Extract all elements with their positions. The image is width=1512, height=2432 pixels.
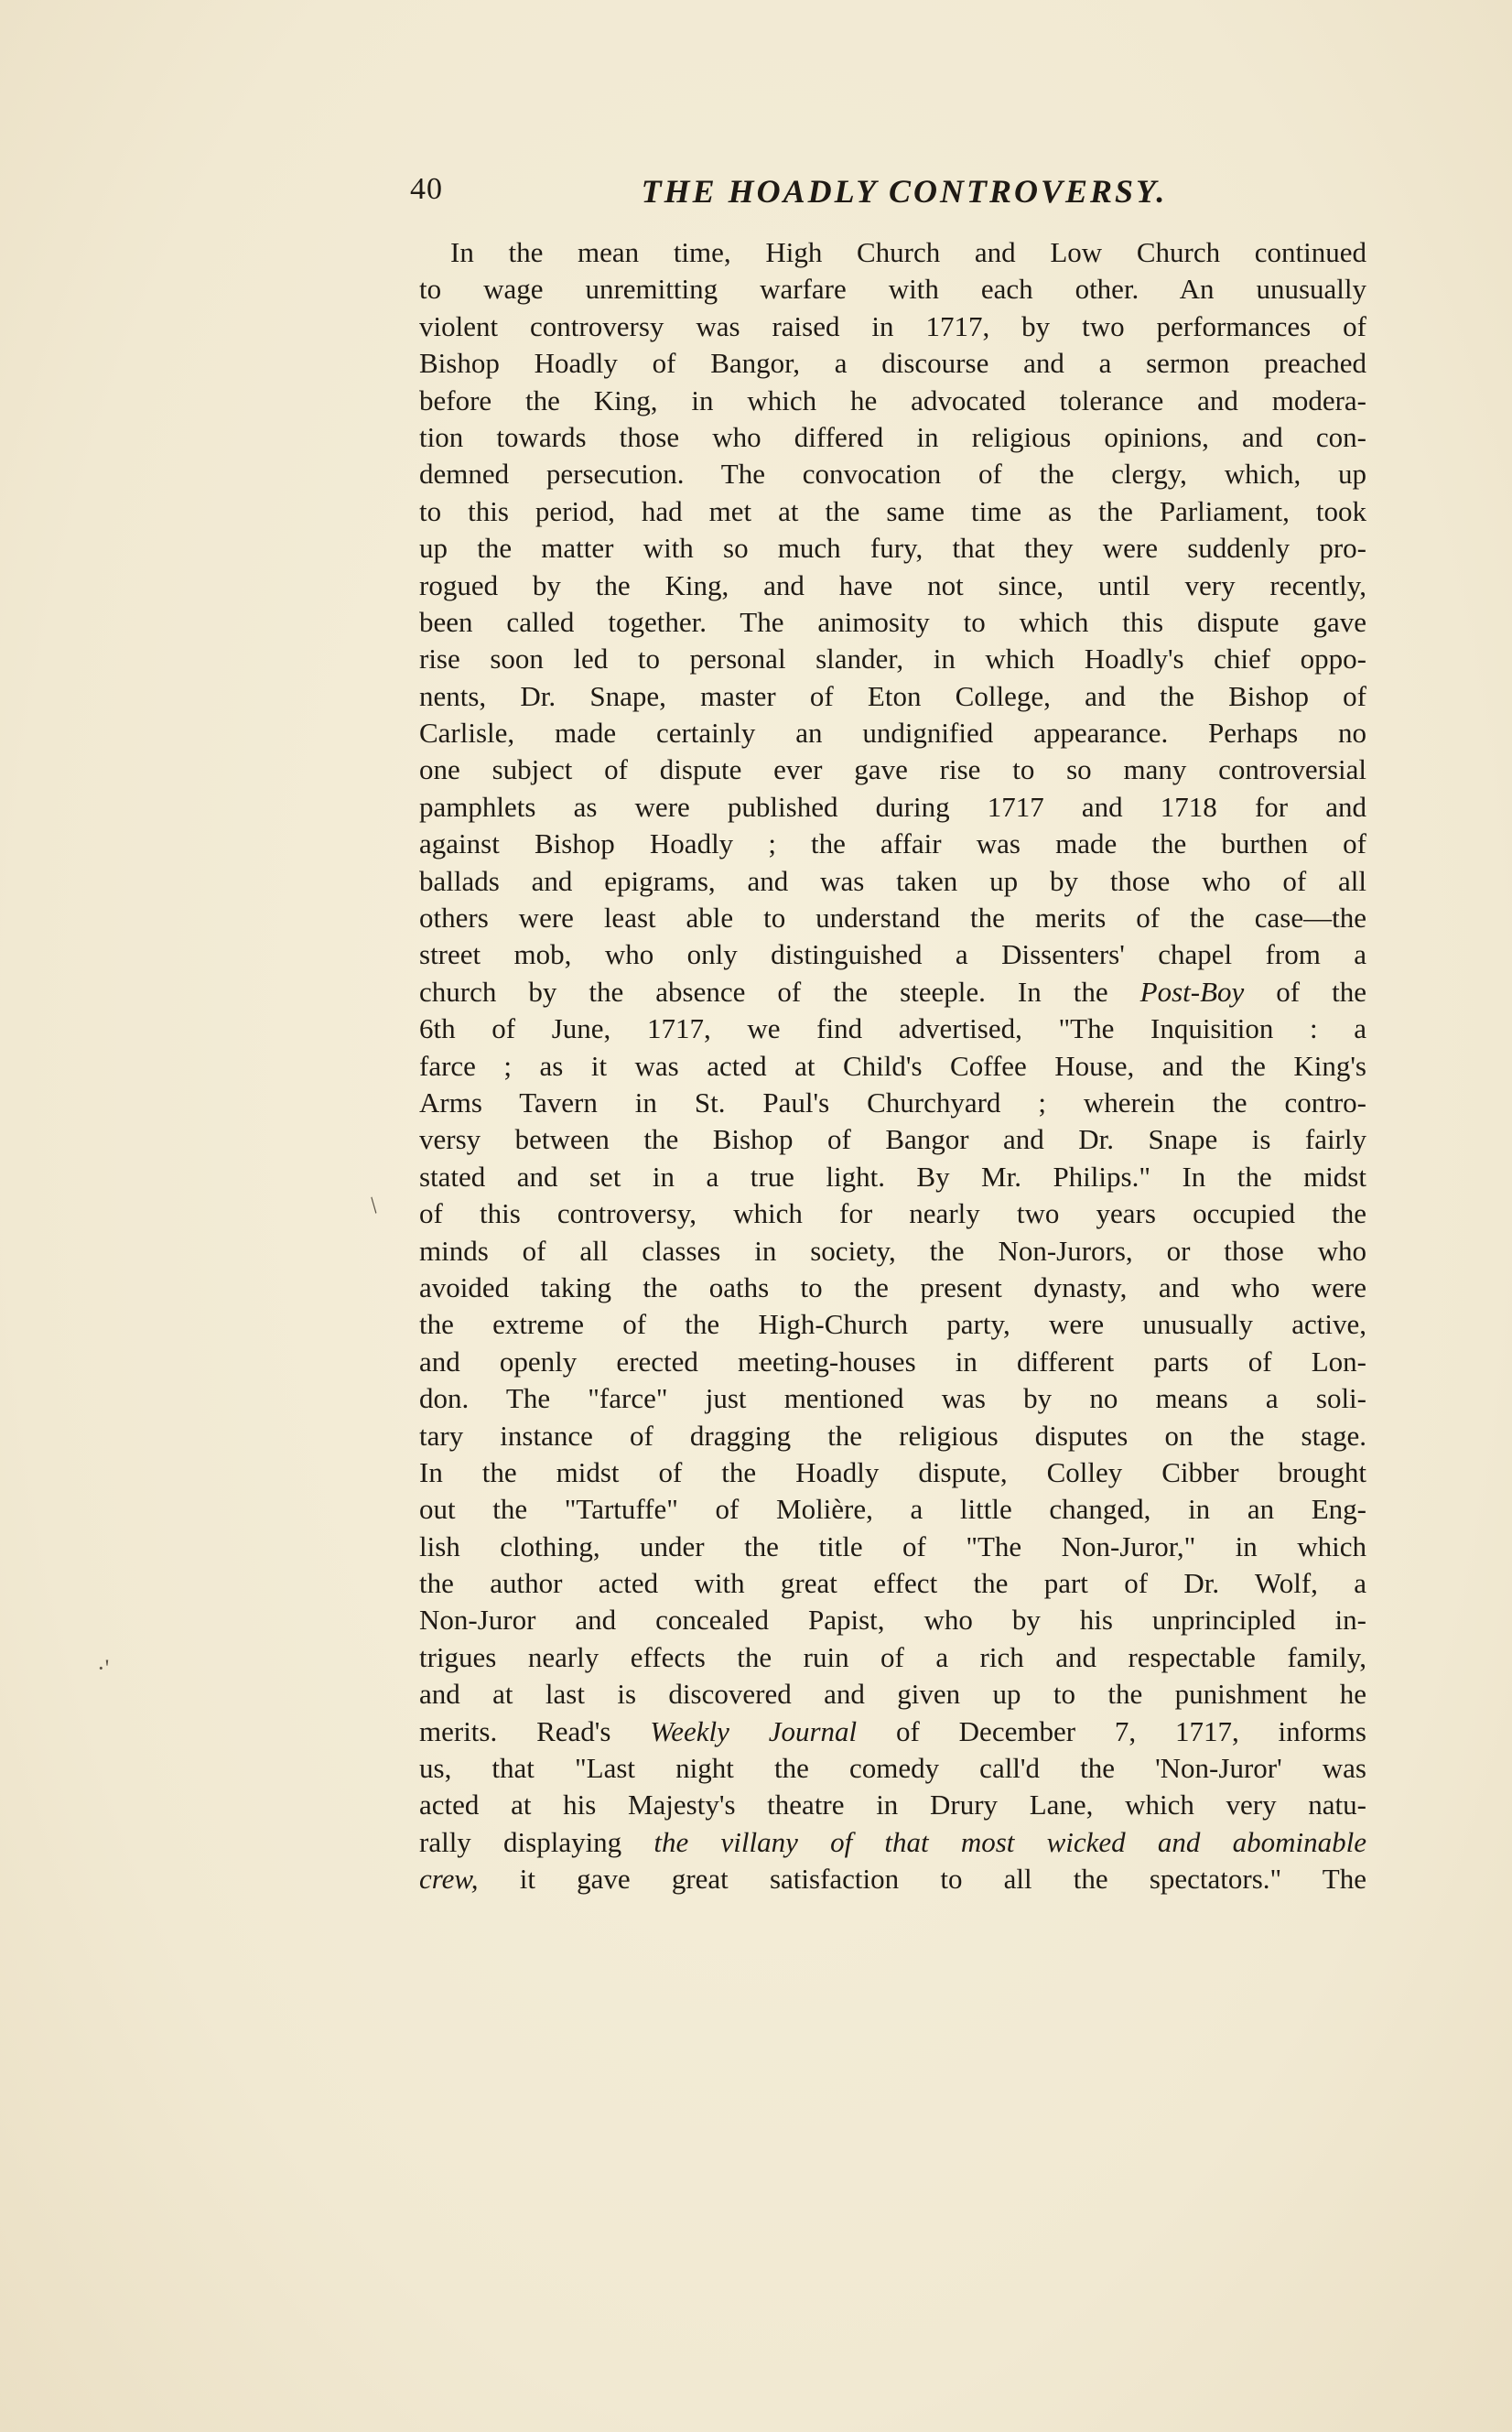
text-line: Non-Juror and concealed Papist, who by his unprincipled in- — [419, 1604, 1366, 1637]
text-line: the extreme of the High-Church party, were unusually active, — [419, 1308, 1366, 1341]
text-line: Carlisle, made certainly an undignified appearance. Perhaps no — [419, 717, 1366, 750]
text-line: and openly erected meeting-houses in different parts of Lon- — [419, 1345, 1366, 1378]
text-line: ballads and epigrams, and was taken up by those who of all — [419, 864, 1366, 897]
text-line: to this period, had met at the same time as the Parliament, took — [419, 494, 1366, 527]
text-line: up the matter with so much fury, that they were suddenly pro- — [419, 532, 1366, 565]
text-line: trigues nearly effects the ruin of a rich and respectable family, — [419, 1640, 1366, 1673]
text-line: merits. Read's Weekly Journal of December 7, 1717, informs — [419, 1714, 1366, 1747]
text-line: In the mean time, High Church and Low Church continued — [450, 236, 1366, 268]
text-line: tary instance of dragging the religious disputes on the stage. — [419, 1419, 1366, 1452]
text-line: rise soon led to personal slander, in which Hoadly's chief oppo- — [419, 643, 1366, 676]
text-line: 6th of June, 1717, we find advertised, "The Inquisition : a — [419, 1012, 1366, 1045]
text-line: farce ; as it was acted at Child's Coffee House, and the King's — [419, 1049, 1366, 1082]
text-line: rally displaying the villany of that most wicked and abominable — [419, 1825, 1366, 1858]
text-line: church by the absence of the steeple. In the Post-Boy of the — [419, 975, 1366, 1008]
text-line: In the midst of the Hoadly dispute, Colley Cibber brought — [419, 1455, 1366, 1488]
text-line: avoided taking the oaths to the present dynasty, and who were — [419, 1270, 1366, 1303]
text-line: one subject of dispute ever gave rise to so many controversial — [419, 753, 1366, 786]
text-line: pamphlets as were published during 1717 and 1718 for and — [419, 790, 1366, 823]
text-line: tion towards those who differed in religious opinions, and con- — [419, 420, 1366, 453]
page-number: 40 — [410, 172, 443, 206]
body-paragraph — [419, 234, 1366, 1898]
text-line: Bishop Hoadly of Bangor, a discourse and a sermon preached — [419, 347, 1366, 380]
text-line: lish clothing, under the title of "The Non-Juror," in which — [419, 1529, 1366, 1562]
margin-mark: ·' — [97, 1655, 110, 1681]
text-line: Arms Tavern in St. Paul's Churchyard ; wherein the contro- — [419, 1086, 1366, 1119]
text-line: before the King, in which he advocated tolerance and modera- — [419, 384, 1366, 416]
text-line: the author acted with great effect the part of Dr. Wolf, a — [419, 1567, 1366, 1600]
margin-mark: / — [363, 1192, 384, 1218]
text-line: demned persecution. The convocation of the clergy, which, up — [419, 458, 1366, 491]
text-line: acted at his Majesty's theatre in Drury Lane, which very natu- — [419, 1789, 1366, 1821]
running-head: THE HOADLY CONTROVERSY. — [641, 173, 1168, 210]
text-line: of this controversy, which for nearly two years occupied the — [419, 1197, 1366, 1230]
text-line: rogued by the King, and have not since, until very recently, — [419, 568, 1366, 601]
text-line: nents, Dr. Snape, master of Eton College, and the Bishop of — [419, 679, 1366, 712]
page-header — [410, 167, 1380, 212]
text-line: out the "Tartuffe" of Molière, a little changed, in an Eng- — [419, 1493, 1366, 1526]
text-line: been called together. The animosity to which this dispute gave — [419, 605, 1366, 638]
text-line: street mob, who only distinguished a Dissenters' chapel from a — [419, 938, 1366, 971]
text-line: others were least able to understand the merits of the case—the — [419, 902, 1366, 935]
text-line: don. The "farce" just mentioned was by no means a soli- — [419, 1382, 1366, 1415]
text-line: to wage unremitting warfare with each other. An unusually — [419, 273, 1366, 306]
text-line: violent controversy was raised in 1717, by two performances of — [419, 309, 1366, 342]
text-line: us, that "Last night the comedy call'd the 'Non-Juror' was — [419, 1752, 1366, 1785]
text-line: versy between the Bishop of Bangor and Dr. Snape is fairly — [419, 1123, 1366, 1156]
text-line: and at last is discovered and given up to the punishment he — [419, 1678, 1366, 1711]
text-line: minds of all classes in society, the Non-Jurors, or those who — [419, 1234, 1366, 1267]
text-line: stated and set in a true light. By Mr. Philips." In the midst — [419, 1160, 1366, 1193]
text-line: against Bishop Hoadly ; the affair was made the burthen of — [419, 827, 1366, 860]
text-line: crew, it gave great satisfaction to all the spectators." The — [419, 1863, 1366, 1896]
